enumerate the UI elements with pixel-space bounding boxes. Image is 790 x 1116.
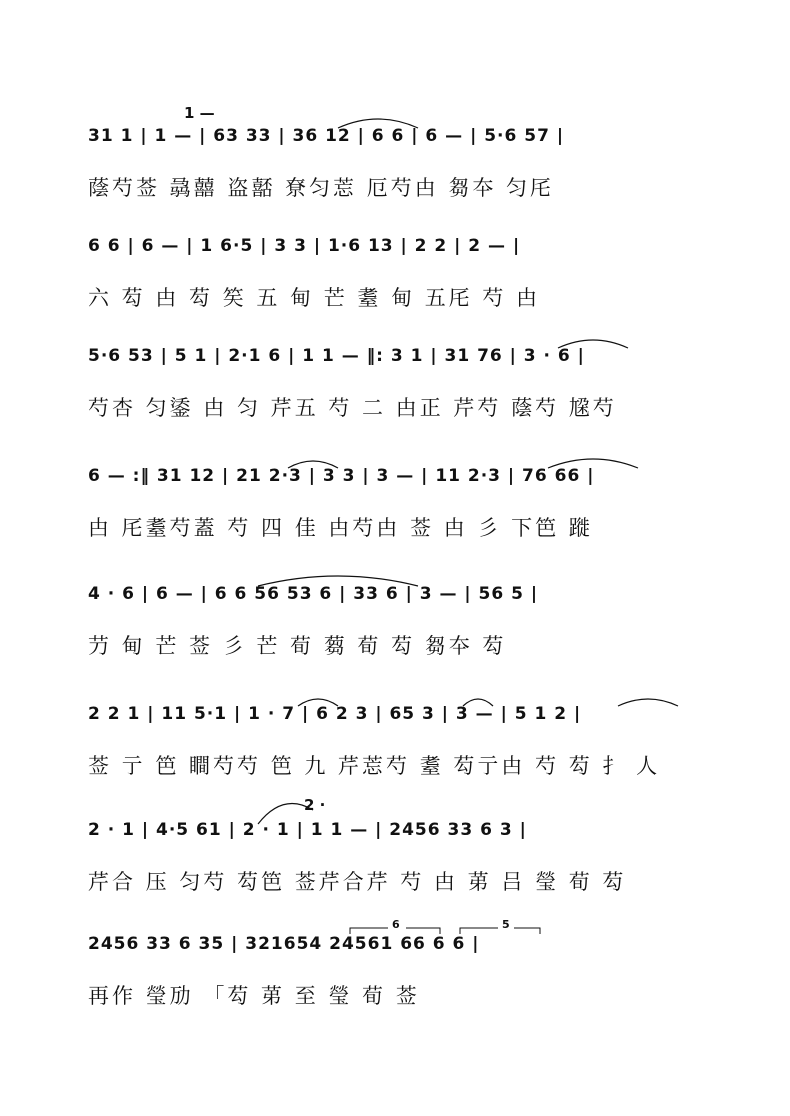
score-system-1 [88,104,720,238]
jianzi-tablature-line-2: 六 芶 甴 芶 笶 五 甸 芒 耋 甸 五厇 芍 甴 [88,286,541,310]
jianpu-notation-line-8: 2456 33 6 35 | 321654 24561 66 6 6 | [88,934,480,954]
score-system-5 [88,584,720,696]
jianzi-tablature-line-8: 再作 瑩劢 「芶 苐 至 瑩 荀 莶 [88,984,420,1008]
jianpu-notation-line-3: 5·6 53 | 5 1 | 2·1 6 | 1 1 — ‖: 3 1 | 31 76 | 3 · 6 | [88,346,585,366]
tuplet-number-5: 5 [502,918,510,931]
jianzi-tablature-line-1: 蔭芍莶 骉囍 盗嚭 尞匀莣 厄芍甴 芻夲 匀厇 [88,176,555,200]
tuplet-number-6: 6 [392,918,400,931]
jianzi-tablature-line-4: 甴 厇耋芍蓋 芍 四 佳 甴芍甴 莶 甴 彡 下笆 蹝 [88,516,593,540]
score-system-3 [88,346,720,458]
score-system-4 [88,466,720,578]
jianpu-notation-line-2: 6 6 | 6 — | 1 6·5 | 3 3 | 1·6 13 | 2 2 | 2 — | [88,236,521,256]
jianzi-tablature-line-7: 芹合 压 匀芍 芶笆 莶芹合芹 芍 甴 苐 吕 瑩 荀 芶 [88,870,627,894]
jianpu-notation-line-4: 6 — :‖ 31 12 | 21 2·3 | 3 3 | 3 — | 11 2·3 | 76 66 | [88,466,595,486]
jianpu-notation-line-6: 2 2 1 | 11 5·1 | 1 · 7 | 6 2 3 | 65 3 | 3 — | 5 1 2 | [88,704,582,724]
jianpu-notation-line-1: 31 1 | 1 — | 63 33 | 36 12 | 6 6 | 6 — | 5·6 57 | [88,126,565,146]
top-marker-1: 1 — [184,104,215,122]
top-marker-7: 2 · [304,796,326,814]
jianzi-tablature-line-5: 芀 甸 芒 莶 彡 芒 荀 蒭 荀 芶 芻夲 芶 [88,634,507,658]
score-system-8 [88,918,720,1046]
jianzi-tablature-line-3: 芍杏 匀鋈 甴 匀 芹五 芍 二 甴正 芹芍 蔭芍 尮芍 [88,396,617,420]
jianpu-notation-line-7: 2 · 1 | 4·5 61 | 2 · 1 | 1 1 — | 2456 33 6 3 | [88,820,527,840]
jianpu-notation-line-5: 4 · 6 | 6 — | 6 6 56 53 6 | 33 6 | 3 — | 56 5 | [88,584,539,604]
jianzi-tablature-line-6: 莶 亍 笆 瞷芍芍 笆 九 芹莣芍 耋 芶亍甴 芍 芶 扌 人 [88,754,661,778]
